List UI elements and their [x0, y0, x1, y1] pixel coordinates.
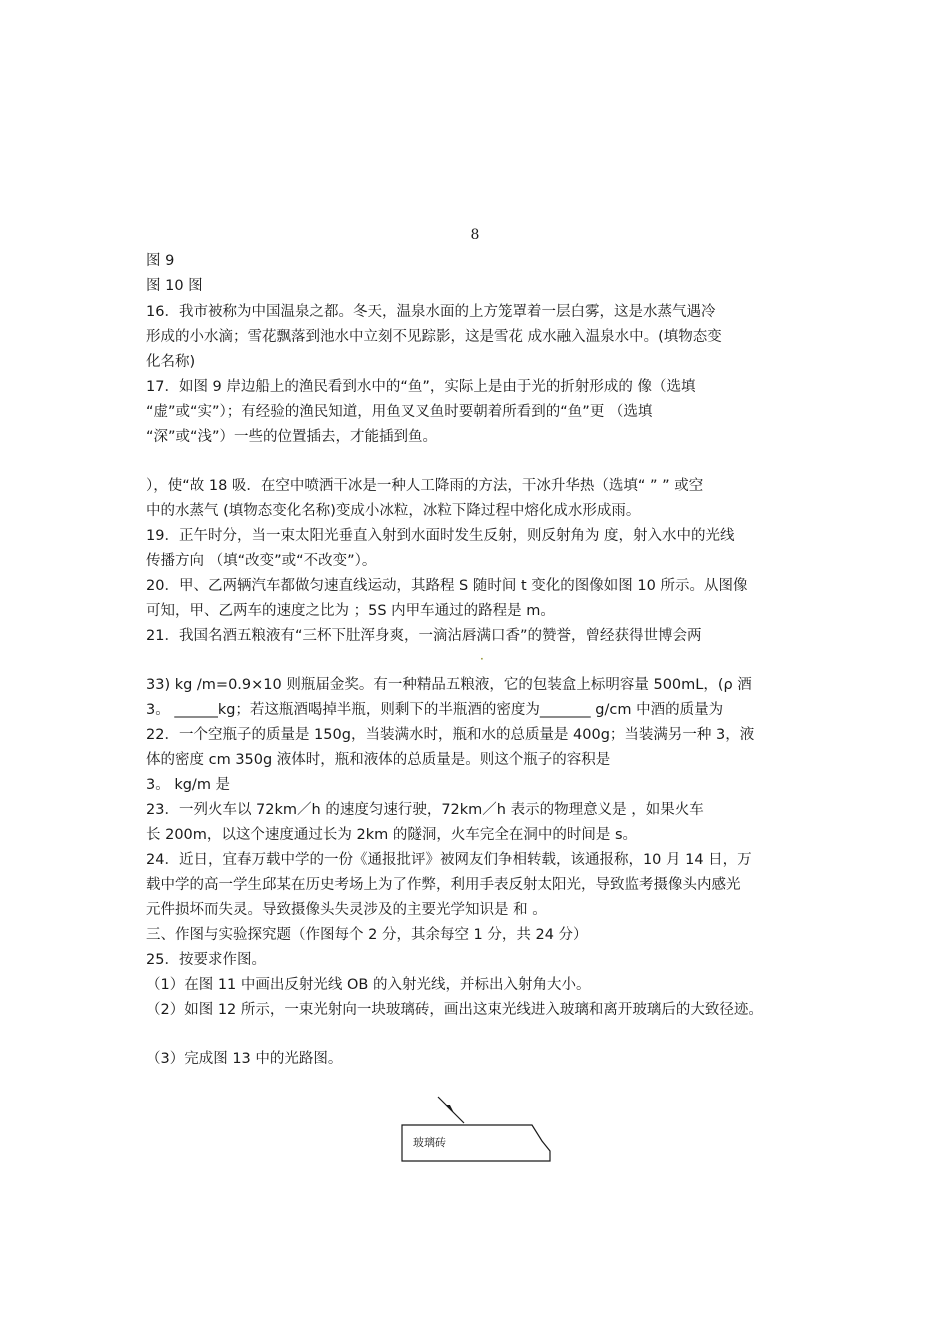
figure-caption-10: 图 10 图 [146, 278, 203, 294]
question-17-line-1: 17．如图 9 岸边船上的渔民看到水中的“鱼”，实际上是由于光的折射形成的 像（选填 [146, 379, 696, 395]
question-19-line-1: 19．正午时分，当一束太阳光垂直入射到水面时发生反射，则反射角为 度，射入水中的光线 [146, 528, 735, 544]
question-24-line-1: 24．近日，宜春万载中学的一份《通报批评》被网友们争相转载，该通报称，10 月 14 日，万 [146, 852, 752, 868]
question-22-line-1: 22．一个空瓶子的质量是 150g，当装满水时，瓶和水的总质量是 400g；当装满另一种 3，液 [146, 727, 755, 743]
question-22-line-3: 3。 kg/m 是 [146, 777, 231, 793]
question-18-line-1: ），使“故 18 吸．在空中喷洒干冰是一种人工降雨的方法，干冰升华热（选填“ ” ” 或空 [146, 478, 704, 494]
question-17-line-3: “深”或“浅”）一些的位置插去，才能插到鱼。 [146, 429, 438, 445]
glass-brick-figure [380, 1085, 570, 1175]
question-25-part-2: （2）如图 12 所示，一束光射向一块玻璃砖，画出这束光线进入玻璃和离开玻璃后的大致径迹。 [146, 1002, 763, 1018]
glass-brick-label: 玻璃砖 [413, 1136, 446, 1149]
question-20-line-1: 20．甲、乙两辆汽车都做匀速直线运动，其路程 S 随时间 t 变化的图像如图 10 所示。从图像 [146, 578, 748, 594]
question-23-line-2: 长 200m，以这个速度通过长为 2km 的隧洞，火车完全在洞中的时间是 s。 [146, 827, 638, 843]
question-24-line-3: 元件损坏而失灵。导致摄像头失灵涉及的主要光学知识是 和 。 [146, 902, 547, 918]
page-number: 8 [470, 227, 480, 243]
question-25-title: 25．按要求作图。 [146, 952, 266, 968]
question-17-line-2: “虚”或“实”）；有经验的渔民知道，用鱼叉叉鱼时要朝着所看到的“鱼”更 （选填 [146, 404, 653, 420]
question-24-line-2: 载中学的高一学生邱某在历史考场上为了作弊，利用手表反射太阳光，导致监考摄像头内感光 [146, 877, 741, 893]
question-25-part-1: （1）在图 11 中画出反射光线 OB 的入射光线，并标出入射角大小。 [146, 977, 591, 993]
stray-dot: · [480, 652, 484, 666]
figure-caption-9: 图 9 [146, 253, 175, 269]
question-19-line-2: 传播方向 （填“改变”或“不改变”）。 [146, 553, 377, 569]
question-23-line-1: 23．一列火车以 72km／h 的速度匀速行驶，72km／h 表示的物理意义是 ，如果火车 [146, 802, 704, 818]
question-22-line-2: 体的密度 cm 350g 液体时，瓶和液体的总质量是。则这个瓶子的容积是 [146, 752, 611, 768]
question-18-line-2: 中的水蒸气 (填物态变化名称)变成小冰粒，冰粒下降过程中熔化成水形成雨。 [146, 503, 641, 519]
question-16-line-3: 化名称) [146, 354, 196, 370]
question-16-line-1: 16．我市被称为中国温泉之都。冬天，温泉水面的上方笼罩着一层白雾，这是水蒸气遇冷 [146, 304, 716, 320]
question-21-line-3: 3。 ______kg；若这瓶酒喝掉半瓶，则剩下的半瓶酒的密度为_______ g/cm 中酒的质量为 [146, 702, 724, 718]
section-3-heading: 三、作图与实验探究题（作图每个 2 分，其余每空 1 分，共 24 分） [146, 927, 588, 943]
question-25-part-3: （3）完成图 13 中的光路图。 [146, 1051, 343, 1067]
question-21-line-1: 21．我国名酒五粮液有“三杯下肚浑身爽，一滴沾唇满口香”的赞誉，曾经获得世博会两 [146, 628, 702, 644]
question-21-line-2: 33) kg /m=0.9×10 则瓶届金奖。有一种精品五粮液，它的包装盒上标明容量 500mL，(ρ 酒 [146, 677, 752, 693]
question-20-line-2: 可知，甲、乙两车的速度之比为 ；5S 内甲车通过的路程是 m。 [146, 603, 555, 619]
question-16-line-2: 形成的小水滴；雪花飘落到池水中立刻不见踪影，这是雪花 成水融入温泉水中。(填物态变 [146, 329, 722, 345]
